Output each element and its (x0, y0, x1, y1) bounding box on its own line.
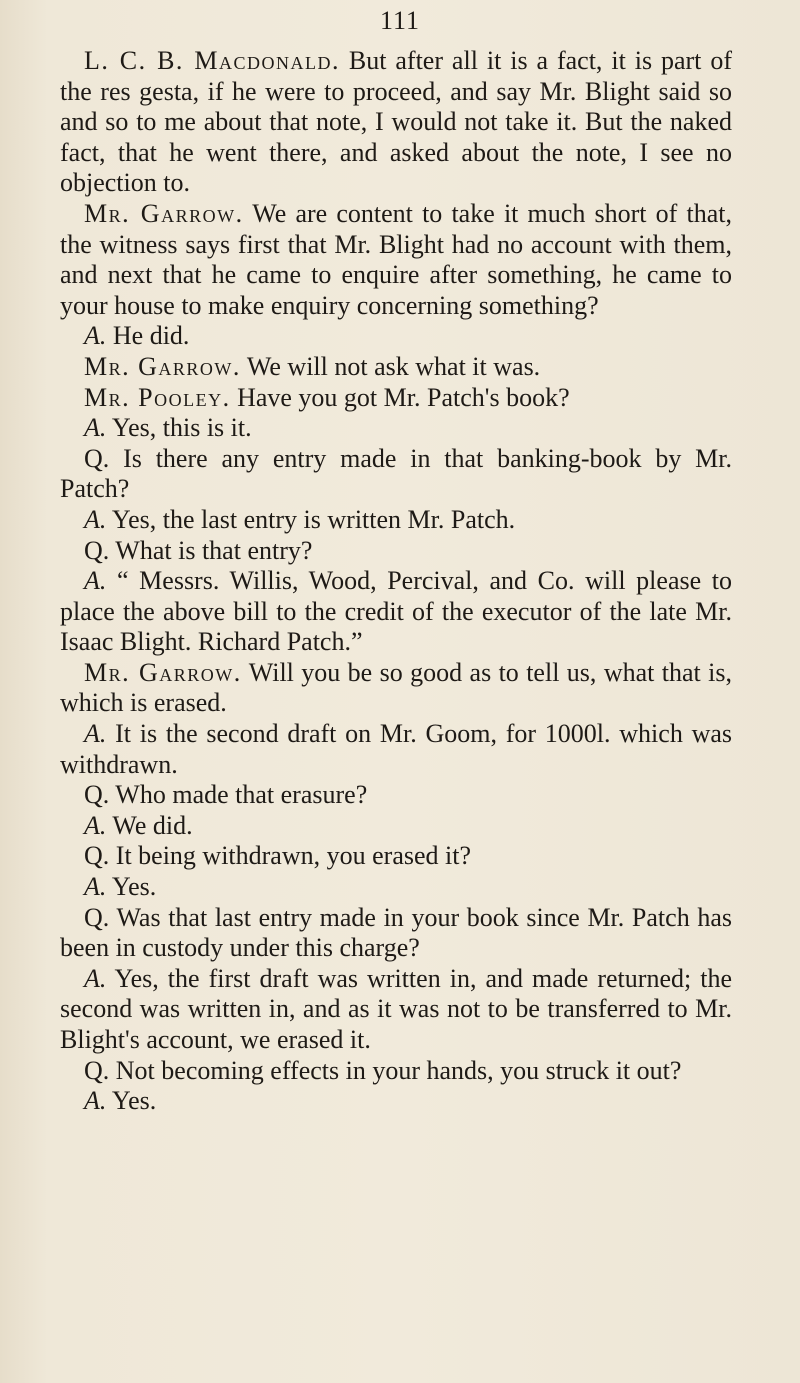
question-label: Q. (84, 780, 110, 810)
paragraph (60, 321, 732, 352)
speaker-name: L. C. B. Macdonald. (84, 46, 340, 75)
paragraph-text: What is that entry? (109, 535, 313, 565)
paragraph-text: Yes, the first draft was written in, and made returned; the second was written in, and as it was not to be transferred to Mr. Blight's account, we erased it. (60, 963, 732, 1054)
answer-label: A. (84, 321, 107, 351)
speaker-name: Mr. Garrow. (84, 198, 244, 228)
paragraph (60, 383, 732, 414)
paragraph-text: Will you be so good as to tell us, what that is, which is erased. (60, 657, 732, 718)
paragraph (60, 199, 732, 321)
paragraph-text: But after all it is a fact, it is part of the res gesta, if he were to proceed, and say Mr. Blight said so and so to me about that note, I would not take it. But the naked fact, that he went there, and asked about the note, I see no objection to. (60, 46, 732, 198)
question-label: Q. (84, 902, 110, 932)
answer-label: A. (84, 566, 107, 596)
answer-label: A. (84, 719, 107, 749)
paragraph-text: Have you got Mr. Patch's book? (230, 382, 570, 412)
answer-label: A. (84, 963, 107, 993)
paragraph (60, 352, 732, 383)
paragraph (60, 536, 732, 567)
paragraph-text: Yes, the last entry is written Mr. Patch. (106, 504, 516, 534)
paragraph (60, 505, 732, 536)
paragraph-text: Yes. (106, 1086, 157, 1116)
paragraph (60, 780, 732, 811)
paragraph-text: Who made that erasure? (109, 780, 368, 810)
paragraph (60, 872, 732, 903)
paragraph (60, 903, 732, 964)
question-label: Q. (84, 841, 110, 871)
answer-label: A. (84, 504, 107, 534)
paragraph-text: Was that last entry made in your book since Mr. Patch has been in custody under this charge? (60, 902, 732, 963)
paragraph (60, 1086, 732, 1117)
paragraph (60, 566, 732, 658)
paragraph-text: We did. (106, 810, 193, 840)
question-label: Q. (84, 1055, 110, 1085)
speaker-name: Mr. Pooley. (84, 382, 231, 412)
paragraph (60, 413, 732, 444)
paragraph-text: We will not ask what it was. (240, 351, 541, 381)
paragraph-text: Not becoming effects in your hands, you struck it out? (109, 1055, 682, 1085)
page-number: 111 (379, 6, 421, 35)
paragraph (60, 841, 732, 872)
answer-label: A. (84, 1086, 107, 1116)
paragraph-text: Yes, this is it. (106, 413, 252, 443)
question-label: Q. (84, 443, 110, 473)
answer-label: A. (84, 872, 107, 902)
paragraph (60, 964, 732, 1056)
question-label: Q. (84, 535, 110, 565)
paragraph-text: It is the second draft on Mr. Goom, for 1000l. which was withdrawn. (60, 719, 732, 779)
paragraph-text: He did. (106, 321, 190, 351)
paragraph-text: Is there any entry made in that banking-book by Mr. Patch? (60, 443, 732, 504)
paragraph-text: Yes. (106, 872, 157, 902)
answer-label: A. (84, 413, 107, 443)
paragraph (60, 811, 732, 842)
speaker-name: Mr. Garrow. (84, 351, 241, 381)
speaker-name: Mr. Garrow. (84, 657, 242, 687)
paragraph (60, 46, 732, 199)
paragraph (60, 719, 732, 780)
page-text (60, 46, 732, 1117)
paragraph-text: We are content to take it much short of that, the witness says first that Mr. Blight had no account with them, and next that he came to enquire after something, he came to your house to make enquiry concerning something? (60, 198, 732, 320)
paragraph (60, 658, 732, 719)
paragraph (60, 444, 732, 505)
paragraph-text: It being withdrawn, you erased it? (109, 841, 472, 871)
answer-label: A. (84, 810, 107, 840)
paragraph (60, 1056, 732, 1087)
paragraph-text: “ Messrs. Willis, Wood, Percival, and Co. will please to place the above bill to the credit of the executor of the late Mr. Isaac Blight. Richard Patch.” (60, 566, 732, 657)
